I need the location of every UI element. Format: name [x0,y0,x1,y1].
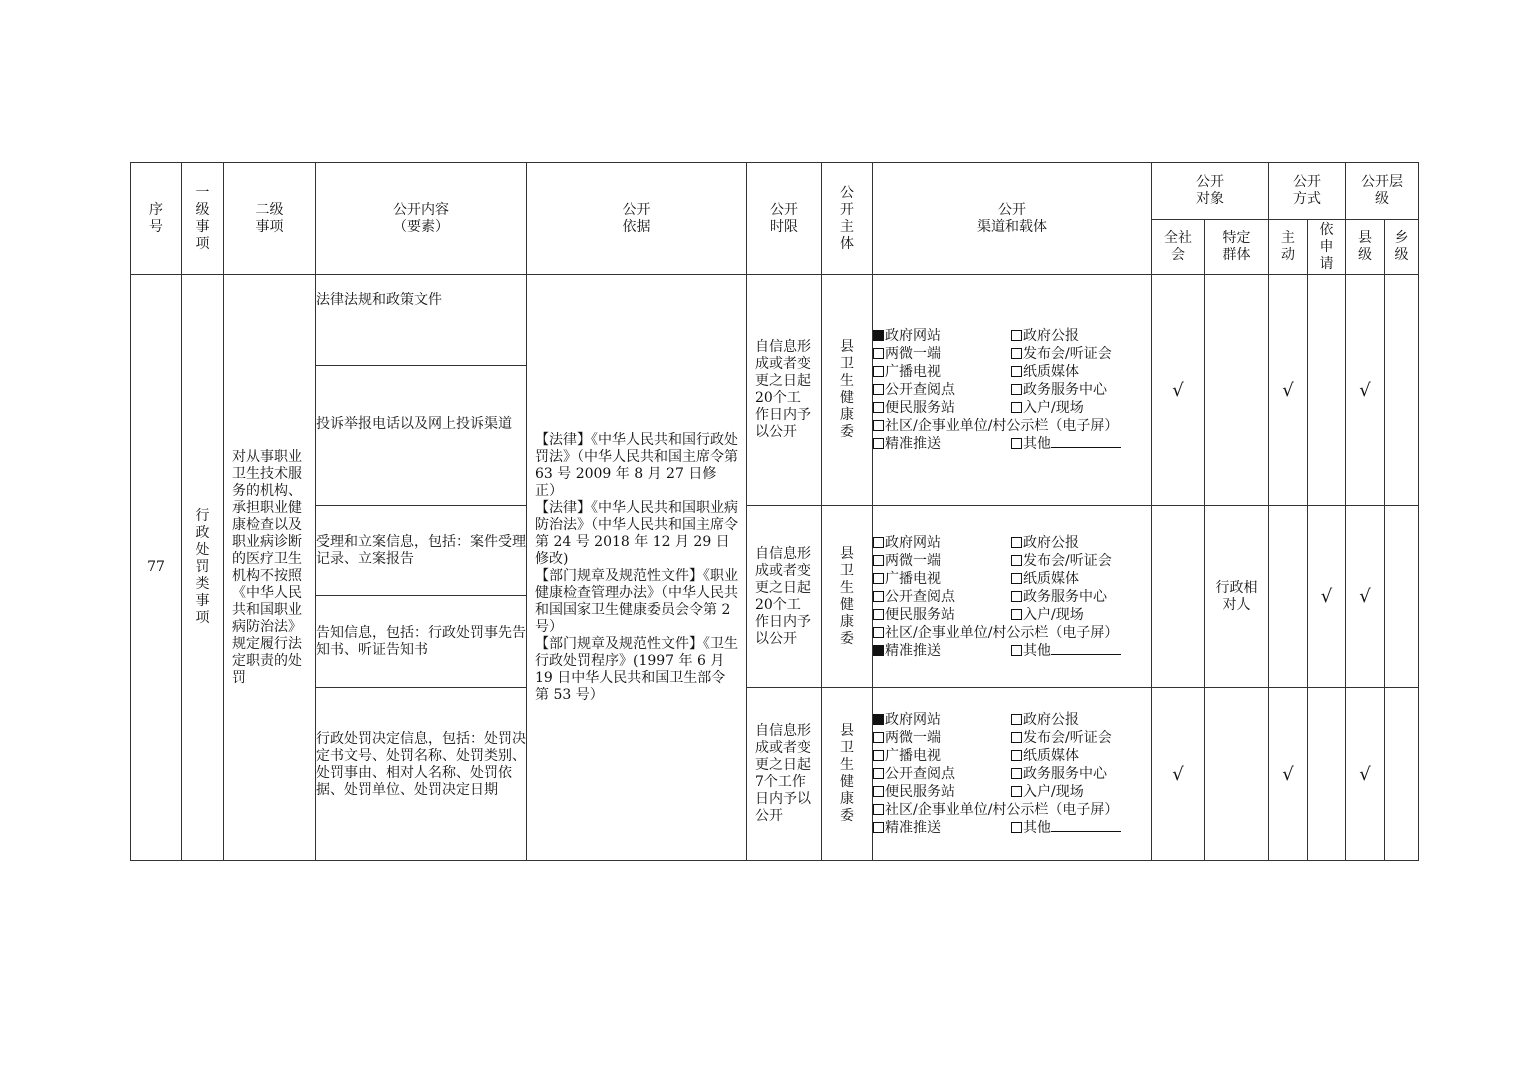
content-item-2: 投诉举报电话以及网上投诉渠道 [316,366,527,506]
row-basis: 【法律】《中华人民共和国行政处罚法》（中华人民共和国主席令第 63 号 2009 年 8 月 27 日修正） 【法律】《中华人民共和国职业病防治法》（中华人民共和国主席令第 24 号 2018 年 12 月 29 日修改) 【部门规章及规范性文件】《职业健康检查管理办法》（中华人民共和国国家卫生健康委员会令第 2 号） 【部门规章及规范性文件】《卫生行政处罚程序》(1997 年 6 月 19 日中华人民共和国卫生部令第 53 号） [527,275,747,861]
header-mode-apply: 依申请 [1308,220,1346,275]
target-specific-1 [1205,275,1269,506]
subject-3: 县卫生健康委 [822,688,873,861]
header-target-specific: 特定群体 [1205,220,1269,275]
checkbox-print [1011,750,1022,761]
checkbox-press [1011,732,1022,743]
checkbox-door [1011,786,1022,797]
subject-2: 县卫生健康委 [822,506,873,688]
timelimit-3: 自信息形成或者变更之日起7个工作日内予以公开 [747,688,822,861]
checkbox-wechat [873,732,884,743]
checkbox-tv [873,573,884,584]
header-channel: 公开 渠道和载体 [873,163,1152,275]
timelimit-2: 自信息形成或者变更之日起20个工作日内予以公开 [747,506,822,688]
checkbox-service-station [873,609,884,620]
timelimit-1: 自信息形成或者变更之日起20个工作日内予以公开 [747,275,822,506]
channels-1: 政府网站 政府公报 两微一端 发布会/听证会 广播电视 纸质媒体 公开查阅点 政务服务中心 便民服务站 入户/现场 社区/企事业单位/村公示栏（电子屏） 精准推送 其他 [873,275,1152,506]
checkbox-push [873,645,884,656]
tier-town-1 [1385,275,1419,506]
header-tier: 公开层 级 [1346,163,1419,220]
checkbox-tv [873,750,884,761]
header-target-all: 全社会 [1152,220,1205,275]
checkbox-door [1011,609,1022,620]
disclosure-table [130,162,1419,861]
checkbox-press [1011,555,1022,566]
checkbox-service-station [873,402,884,413]
checkbox-gov-site [873,537,884,548]
header-tier-county: 县级 [1346,220,1385,275]
target-all-1: √ [1152,275,1205,506]
mode-active-2 [1269,506,1308,688]
tier-county-3: √ [1346,688,1385,861]
content-item-4: 告知信息，包括：行政处罚事先告知书、听证告知书 [316,596,527,688]
content-item-3: 受理和立案信息，包括：案件受理记录、立案报告 [316,506,527,596]
mode-active-1: √ [1269,275,1308,506]
tier-town-2 [1385,506,1419,688]
mode-active-3: √ [1269,688,1308,861]
header-content: 公开内容 （要素） [316,163,527,275]
row-level1: 行政处罚类事项 [182,275,224,861]
checkbox-service-center [1011,591,1022,602]
checkbox-community [873,420,884,431]
content-item-5: 行政处罚决定信息，包括：处罚决定书文号、处罚名称、处罚类别、处罚事由、相对人名称、处罚依据、处罚单位、处罚决定日期 [316,688,527,861]
checkbox-reading [873,768,884,779]
channels-2: 政府网站 政府公报 两微一端 发布会/听证会 广播电视 纸质媒体 公开查阅点 政务服务中心 便民服务站 入户/现场 社区/企事业单位/村公示栏（电子屏） 精准推送 其他 [873,506,1152,688]
checkbox-other [1011,645,1022,656]
checkbox-wechat [873,348,884,359]
mode-apply-3 [1308,688,1346,861]
checkbox-gov-paper [1011,537,1022,548]
target-all-3: √ [1152,688,1205,861]
target-specific-2: 行政相对人 [1205,506,1269,688]
checkbox-reading [873,591,884,602]
tier-county-2: √ [1346,506,1385,688]
mode-apply-1 [1308,275,1346,506]
checkbox-gov-paper [1011,330,1022,341]
subject-1: 县卫生健康委 [822,275,873,506]
mode-apply-2: √ [1308,506,1346,688]
checkbox-community [873,627,884,638]
target-all-2 [1152,506,1205,688]
channels-3: 政府网站 政府公报 两微一端 发布会/听证会 广播电视 纸质媒体 公开查阅点 政务服务中心 便民服务站 入户/现场 社区/企事业单位/村公示栏（电子屏） 精准推送 其他 [873,688,1152,861]
header-seq: 序号 [131,163,182,275]
checkbox-service-station [873,786,884,797]
checkbox-reading [873,384,884,395]
checkbox-print [1011,573,1022,584]
checkbox-service-center [1011,384,1022,395]
header-target: 公开 对象 [1152,163,1269,220]
header-level2: 二级事项 [224,163,316,275]
header-level1: 一级事项 [182,163,224,275]
target-specific-3 [1205,688,1269,861]
header-subject: 公开主体 [822,163,873,275]
checkbox-push [873,822,884,833]
checkbox-gov-site [873,330,884,341]
checkbox-wechat [873,555,884,566]
content-item-1: 法律法规和政策文件 [316,275,527,366]
checkbox-door [1011,402,1022,413]
checkbox-community [873,804,884,815]
header-timelimit: 公开 时限 [747,163,822,275]
row-seq: 77 [131,275,182,861]
checkbox-service-center [1011,768,1022,779]
checkbox-other [1011,438,1022,449]
checkbox-other [1011,822,1022,833]
header-mode: 公开 方式 [1269,163,1346,220]
checkbox-press [1011,348,1022,359]
tier-town-3 [1385,688,1419,861]
header-tier-town: 乡级 [1385,220,1419,275]
header-basis: 公开 依据 [527,163,747,275]
header-mode-active: 主动 [1269,220,1308,275]
checkbox-tv [873,366,884,377]
row-level2: 对从事职业卫生技术服务的机构、承担职业健康检查以及职业病诊断的医疗卫生机构不按照《中华人民共和国职业病防治法》规定履行法定职责的处罚 [224,275,316,861]
checkbox-gov-paper [1011,714,1022,725]
checkbox-gov-site [873,714,884,725]
checkbox-push [873,438,884,449]
tier-county-1: √ [1346,275,1385,506]
checkbox-print [1011,366,1022,377]
